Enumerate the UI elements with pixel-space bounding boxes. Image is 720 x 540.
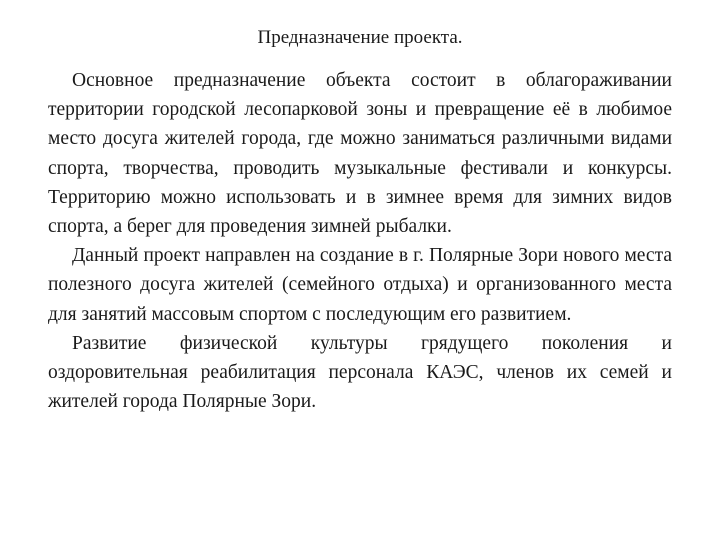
paragraph-development: Развитие физической культуры грядущего поколения и оздоровительная реабилитация персонала КАЭС, членов их семей и жителей города Полярные Зори. bbox=[48, 332, 672, 413]
paragraph-purpose: Основное предназначение объекта состоит в облагораживании территории городской лесопарковой зоны и превращение её в любимое место досуга жителей города, где можно заниматься различными видами спорта, творчества, проводить музыкальные фестивали и конкурсы. Территорию можно использовать и в зимнее время для зимних видов спорта, а берег для проведения зимней рыбалки. bbox=[48, 70, 672, 238]
document-title: Предназначение проекта. bbox=[257, 27, 463, 48]
document-body bbox=[48, 66, 672, 416]
paragraph-project-aim: Данный проект направлен на создание в г. Полярные Зори нового места полезного досуга жителей (семейного отдыха) и организованного места для занятий массовым спортом с последующим его развитием. bbox=[48, 245, 672, 325]
